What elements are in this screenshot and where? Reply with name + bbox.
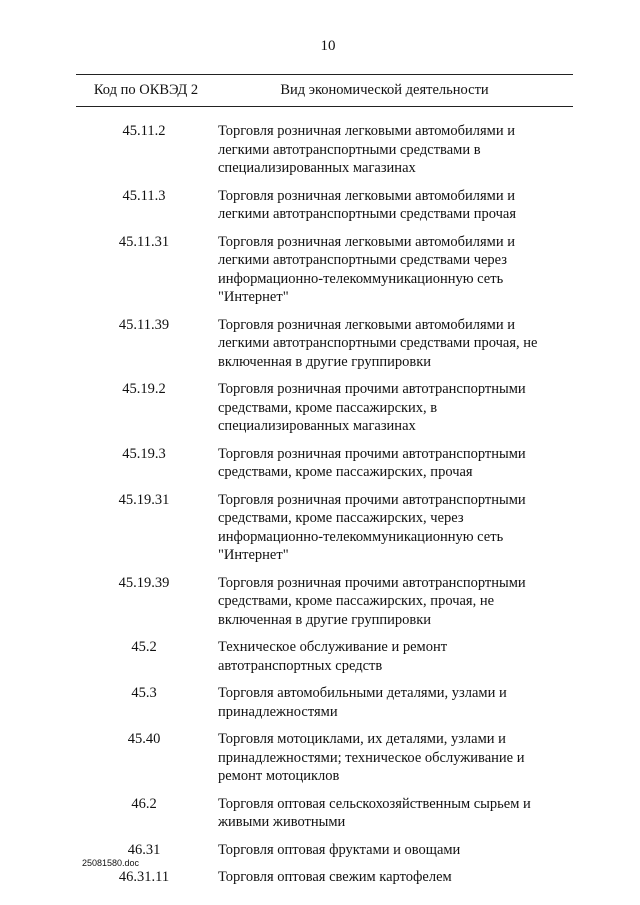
- table-row: [76, 233, 573, 307]
- activity-name: Торговля розничная легковыми автомобилями и легкими автотранспортными средствами прочая, не включенная в другие группировки: [218, 316, 538, 370]
- activity-name: Торговля мотоциклами, их деталями, узлами и принадлежностями; техническое обслуживание и ремонт мотоциклов: [218, 731, 525, 784]
- okved-code: 46.31.11: [118, 869, 170, 885]
- table-row: [76, 868, 573, 887]
- okved-code: 45.11.3: [122, 187, 166, 204]
- okved-code: 45.19.39: [118, 574, 170, 591]
- column-header-activity: Вид экономической деятельности: [280, 82, 489, 98]
- table-row: [76, 380, 573, 436]
- table-row: [76, 684, 573, 721]
- okved-code: 45.40: [127, 731, 161, 747]
- table-header: [76, 74, 573, 107]
- table-row: [76, 574, 573, 630]
- activity-name: Торговля розничная прочими автотранспортными средствами, кроме пассажирских, в специализированных магазинах: [218, 381, 526, 434]
- table-row: [76, 841, 573, 860]
- okved-code: 45.11.39: [118, 316, 170, 333]
- okved-code: 45.3: [131, 685, 157, 701]
- okved-code: 45.2: [131, 639, 157, 655]
- activity-name: Торговля розничная прочими автотранспортными средствами, кроме пассажирских, через информационно-телекоммуникационную сеть "Интернет": [218, 491, 526, 563]
- activity-name: Торговля розничная легковыми автомобилями и легкими автотранспортными средствами через информационно-телекоммуникационную сеть "Интернет": [218, 233, 515, 305]
- activity-name: Торговля оптовая фруктами и овощами: [218, 841, 461, 858]
- activity-name: Торговля оптовая свежим картофелем: [218, 869, 452, 885]
- okved-code: 46.31: [127, 841, 161, 858]
- table-row: [76, 316, 573, 372]
- okved-code: 45.19.3: [122, 445, 166, 462]
- activity-name: Торговля розничная легковыми автомобилями и легкими автотранспортными средствами в специализированных магазинах: [218, 123, 515, 176]
- table-row: [76, 730, 573, 786]
- table-row: [76, 491, 573, 565]
- table-body: [76, 122, 573, 896]
- activity-name: Торговля розничная легковыми автомобилями и легкими автотранспортными средствами прочая: [218, 187, 516, 222]
- activity-name: Торговля оптовая сельскохозяйственным сырьем и живыми животными: [218, 795, 531, 830]
- column-header-code: Код по ОКВЭД 2: [93, 82, 199, 98]
- activity-name: Торговля розничная прочими автотранспортными средствами, кроме пассажирских, прочая, не включенная в другие группировки: [218, 574, 526, 628]
- activity-name: Торговля автомобильными деталями, узлами и принадлежностями: [218, 685, 507, 720]
- okved-code: 45.19.31: [118, 491, 170, 508]
- table-row: [76, 795, 573, 832]
- page-number: 10: [320, 38, 336, 54]
- document-filename: 25081580.doc: [82, 858, 140, 868]
- table-row: [76, 445, 573, 482]
- activity-name: Торговля розничная прочими автотранспортными средствами, кроме пассажирских, прочая: [218, 445, 526, 480]
- table-row: [76, 638, 573, 675]
- activity-name: Техническое обслуживание и ремонт автотранспортных средств: [218, 639, 448, 674]
- okved-code: 45.11.2: [122, 123, 166, 139]
- okved-code: 45.11.31: [118, 233, 170, 250]
- okved-code: 46.2: [131, 795, 157, 812]
- table-row: [76, 187, 573, 224]
- okved-code: 45.19.2: [122, 381, 166, 397]
- table-row: [76, 122, 573, 178]
